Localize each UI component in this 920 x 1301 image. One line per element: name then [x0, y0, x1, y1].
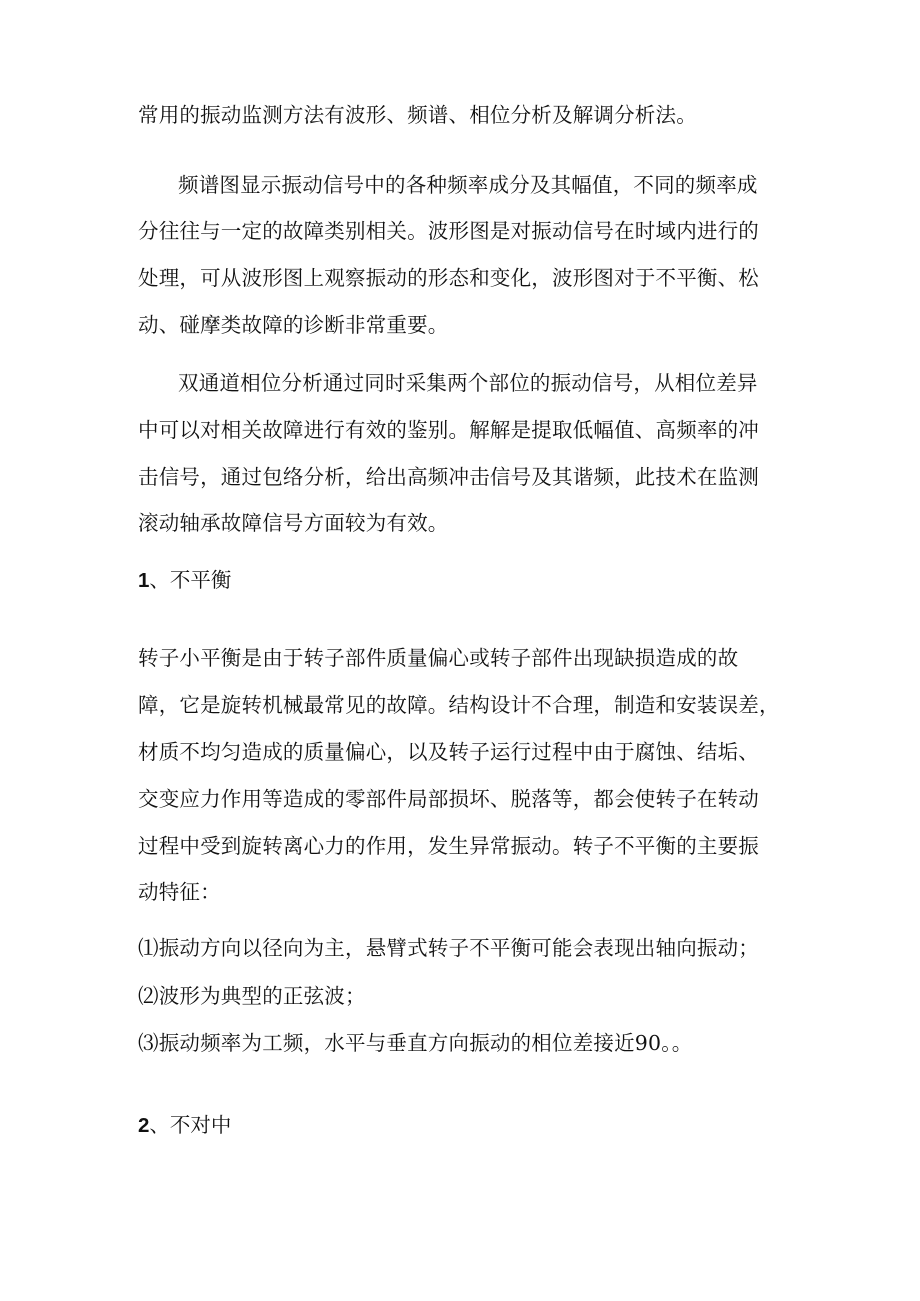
section-heading-2 [138, 1112, 231, 1139]
para1-line-2: 分往往与一定的故障类别相关。波形图是对振动信号在时域内进行的 [138, 219, 759, 243]
feature-item-3: ⑶振动频率为工频，水平与垂直方向振动的相位差接近90。。 [138, 1031, 693, 1055]
section-title-1: 、不平衡 [149, 568, 232, 592]
para1-line-4: 动、碰摩类故障的诊断非常重要。 [138, 313, 449, 337]
para2-line-1: 双通道相位分析通过同时采集两个部位的振动信号，从相位差异 [178, 371, 758, 395]
para3-line-4: 交变应力作用等造成的零部件局部损坏、脱落等，都会使转子在转动 [138, 787, 759, 811]
section-heading-1 [138, 567, 231, 594]
para2-line-2: 中可以对相关故障进行有效的鉴别。解解是提取低幅值、高频率的冲 [138, 418, 759, 442]
para3-line-2: 障，它是旋转机械最常见的故障。结构设计不合理，制造和安装误差， [138, 693, 780, 717]
intro-text: 常用的振动监测方法有波形、频谱、相位分析及解调分析法。 [138, 103, 697, 127]
para3-line-6: 动特征： [138, 880, 221, 904]
section-title-2: 、不对中 [149, 1113, 232, 1137]
feature-item-2: ⑵波形为典型的正弦波； [138, 984, 366, 1008]
para3-line-5: 过程中受到旋转离心力的作用，发生异常振动。转子不平衡的主要振 [138, 834, 759, 858]
feature-item-1: ⑴振动方向以径向为主，悬臂式转子不平衡可能会表现出轴向振动； [138, 936, 759, 960]
para3-line-3: 材质不均匀造成的质量偏心，以及转子运行过程中由于腐蚀、结垢、 [138, 740, 759, 764]
para1-line-3: 处理，可从波形图上观察振动的形态和变化，波形图对于不平衡、松 [138, 266, 759, 290]
section-number-1: 1 [138, 569, 150, 592]
section-number-2: 2 [138, 1114, 150, 1137]
para1-line-1: 频谱图显示振动信号中的各种频率成分及其幅值，不同的频率成 [178, 173, 758, 197]
para3-line-1: 转子小平衡是由于转子部件质量偏心或转子部件出现缺损造成的故 [138, 646, 739, 670]
para2-line-3: 击信号，通过包络分析，给出高频冲击信号及其谐频，此技术在监测 [138, 465, 759, 489]
para2-line-4: 滚动轴承故障信号方面较为有效。 [138, 511, 449, 535]
